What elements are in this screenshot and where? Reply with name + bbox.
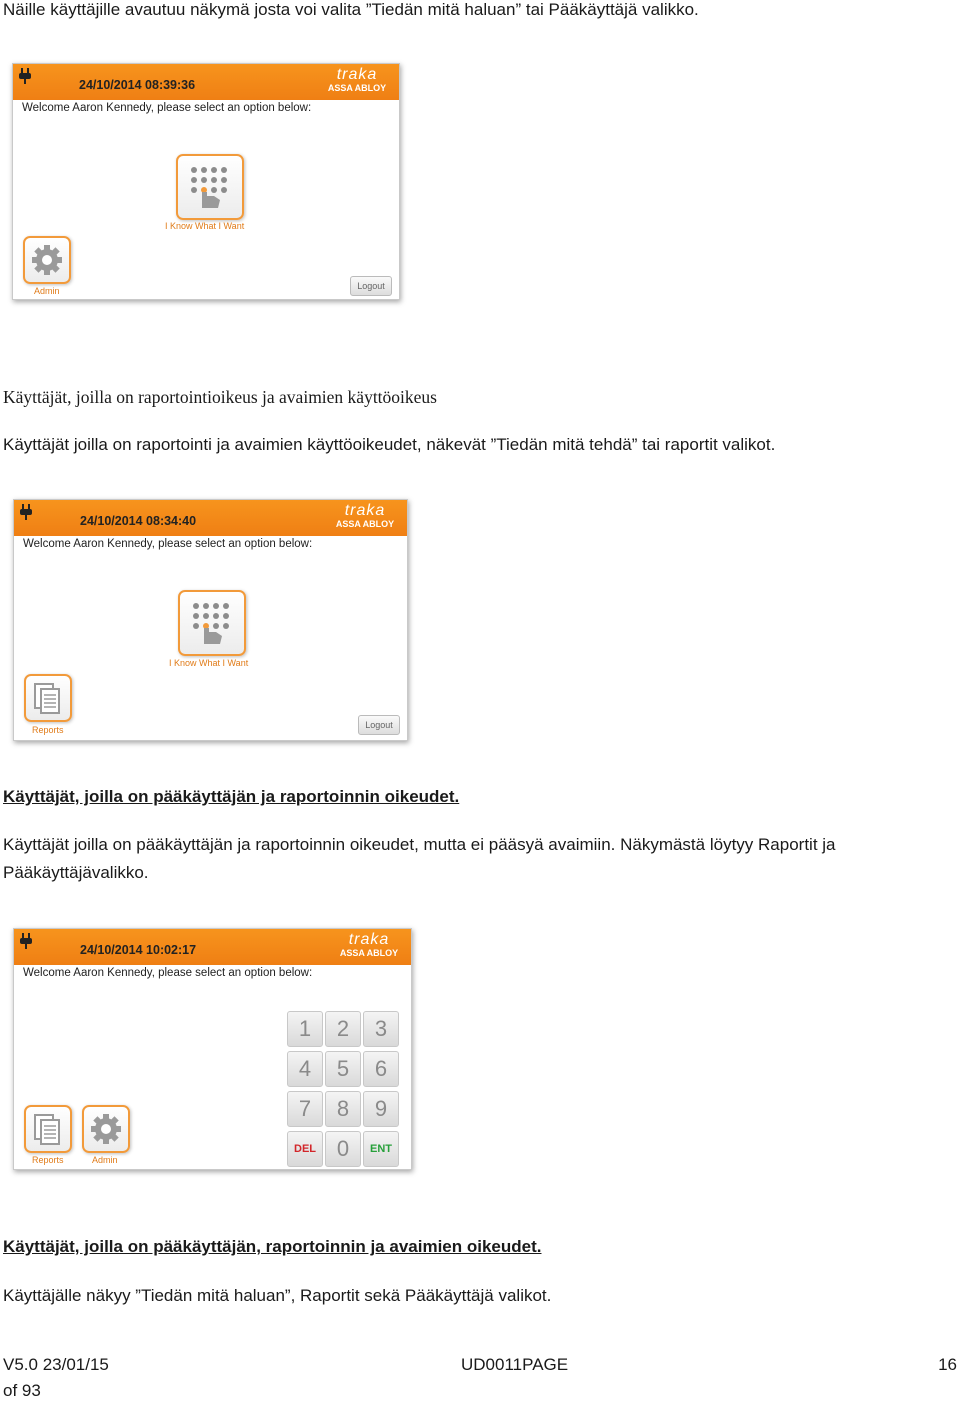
i-know-what-i-want-label: I Know What I Want <box>169 658 249 668</box>
logout-button[interactable]: Logout <box>358 715 400 735</box>
gear-icon <box>25 238 69 282</box>
section-body: Pääkäyttäjävalikko. <box>3 863 149 882</box>
keypad-hand-icon <box>178 156 242 218</box>
reports-label: Reports <box>32 725 64 735</box>
key-2[interactable]: 2 <box>325 1011 361 1047</box>
intro-text: Näille käyttäjille avautuu näkymä josta voi valita ”Tiedän mitä haluan” tai Pääkäyttäjä valikko. <box>3 0 699 19</box>
key-6[interactable]: 6 <box>363 1051 399 1087</box>
reports-button[interactable] <box>24 1105 72 1153</box>
traka-screen-1 <box>12 63 400 300</box>
key-0[interactable]: 0 <box>325 1131 361 1167</box>
admin-button[interactable] <box>23 236 71 284</box>
admin-label: Admin <box>92 1155 118 1165</box>
keypad-hand-icon <box>180 592 244 654</box>
footer-page-number: 16 <box>938 1355 957 1374</box>
section-body: Käyttäjälle näkyy ”Tiedän mitä haluan”, Raportit sekä Pääkäyttäjä valikot. <box>3 1286 552 1305</box>
i-know-what-i-want-label: I Know What I Want <box>165 221 245 231</box>
power-plug-icon <box>20 933 32 949</box>
footer-version: V5.0 23/01/15 <box>3 1355 109 1374</box>
documents-icon <box>26 676 70 720</box>
section-heading: Käyttäjät, joilla on raportointioikeus ja avaimien käyttöoikeus <box>3 387 437 407</box>
screen-header <box>13 64 399 100</box>
screen-header <box>14 929 411 965</box>
welcome-message: Welcome Aaron Kennedy, please select an option below: <box>23 967 313 979</box>
key-delete[interactable]: DEL <box>287 1131 323 1167</box>
reports-button[interactable] <box>24 674 72 722</box>
traka-screen-2 <box>13 499 408 741</box>
power-plug-icon <box>20 504 32 520</box>
footer-doc-id: UD0011PAGE <box>461 1355 569 1374</box>
pin-keypad <box>287 1011 397 1167</box>
key-9[interactable]: 9 <box>363 1091 399 1127</box>
admin-label: Admin <box>34 286 60 296</box>
i-know-what-i-want-button[interactable] <box>178 590 246 656</box>
gear-icon <box>84 1107 128 1151</box>
datetime: 24/10/2014 08:39:36 <box>79 78 196 92</box>
key-3[interactable]: 3 <box>363 1011 399 1047</box>
reports-label: Reports <box>32 1155 64 1165</box>
screen-header <box>14 500 407 536</box>
traka-logo: traka ASSA ABLOY <box>339 931 399 958</box>
key-5[interactable]: 5 <box>325 1051 361 1087</box>
welcome-message: Welcome Aaron Kennedy, please select an option below: <box>23 538 313 550</box>
key-enter[interactable]: ENT <box>363 1131 399 1167</box>
welcome-message: Welcome Aaron Kennedy, please select an option below: <box>22 102 312 114</box>
logout-button[interactable]: Logout <box>350 276 392 296</box>
i-know-what-i-want-button[interactable] <box>176 154 244 220</box>
key-8[interactable]: 8 <box>325 1091 361 1127</box>
footer-page-total: of 93 <box>3 1381 41 1400</box>
key-4[interactable]: 4 <box>287 1051 323 1087</box>
section-body: Käyttäjät joilla on raportointi ja avaimien käyttöoikeudet, näkevät ”Tiedän mitä tehdä” tai raportit valikot. <box>3 435 776 454</box>
traka-screen-3 <box>13 928 412 1170</box>
documents-icon <box>26 1107 70 1151</box>
section-heading: Käyttäjät, joilla on pääkäyttäjän ja raportoinnin oikeudet. <box>3 787 460 806</box>
section-heading: Käyttäjät, joilla on pääkäyttäjän, raportoinnin ja avaimien oikeudet. <box>3 1237 542 1256</box>
key-1[interactable]: 1 <box>287 1011 323 1047</box>
traka-logo: traka ASSA ABLOY <box>335 502 395 529</box>
datetime: 24/10/2014 08:34:40 <box>80 514 197 528</box>
datetime: 24/10/2014 10:02:17 <box>80 943 197 957</box>
section-body: Käyttäjät joilla on pääkäyttäjän ja raportoinnin oikeudet, mutta ei pääsyä avaimiin. Näkymästä löytyy Raportit ja <box>3 835 836 854</box>
traka-logo: traka ASSA ABLOY <box>327 66 387 93</box>
key-7[interactable]: 7 <box>287 1091 323 1127</box>
admin-button[interactable] <box>82 1105 130 1153</box>
power-plug-icon <box>19 68 31 84</box>
